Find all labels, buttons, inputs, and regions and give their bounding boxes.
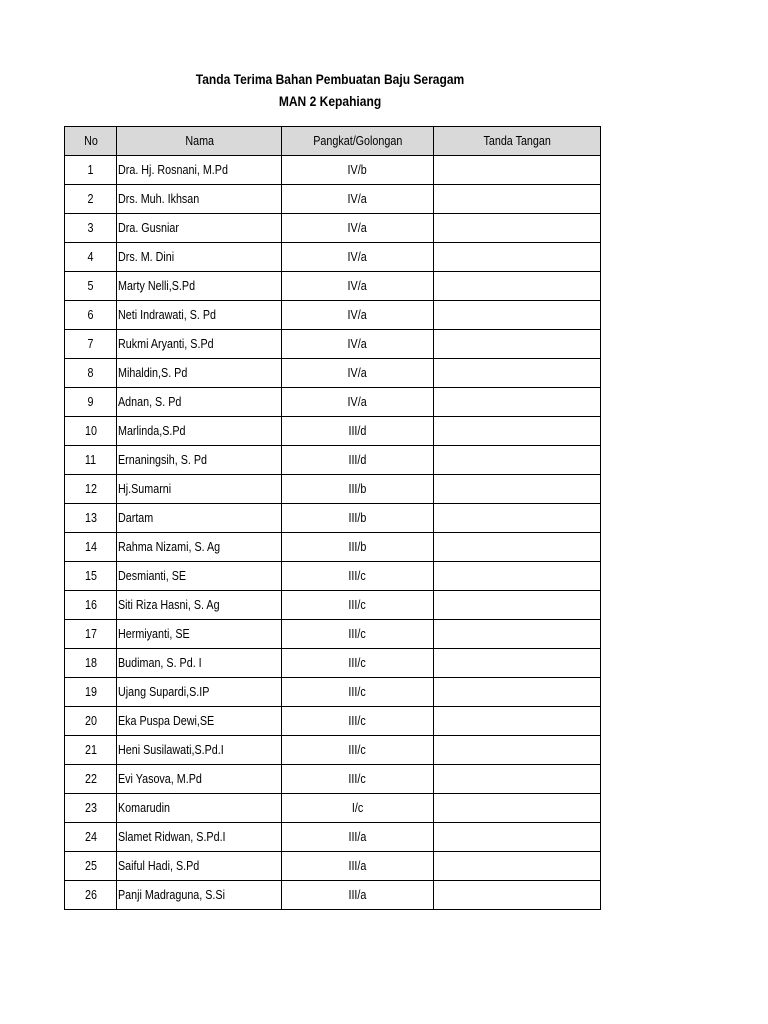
- row-golongan-cell: III/a: [282, 852, 434, 881]
- row-name-cell: Mihaldin,S. Pd: [117, 359, 282, 388]
- row-name-cell: Neti Indrawati, S. Pd: [117, 301, 282, 330]
- row-golongan-cell: IV/a: [282, 359, 434, 388]
- table-row: [65, 272, 601, 301]
- row-signature-cell[interactable]: [434, 562, 601, 591]
- table-row: [65, 649, 601, 678]
- row-signature-cell[interactable]: [434, 185, 601, 214]
- row-number-cell: 20: [65, 707, 117, 736]
- row-signature-cell[interactable]: [434, 823, 601, 852]
- row-name-cell: Slamet Ridwan, S.Pd.I: [117, 823, 282, 852]
- table-row: [65, 330, 601, 359]
- row-number-cell: 12: [65, 475, 117, 504]
- title-line-2: MAN 2 Kepahiang: [278, 93, 382, 109]
- header-golongan: Pangkat/Golongan: [282, 127, 434, 156]
- table-row: [65, 243, 601, 272]
- row-number-cell: 17: [65, 620, 117, 649]
- row-number-cell: 18: [65, 649, 117, 678]
- table-row: [65, 591, 601, 620]
- row-golongan-cell: III/c: [282, 765, 434, 794]
- row-name-cell: Ujang Supardi,S.IP: [117, 678, 282, 707]
- row-number-cell: 6: [65, 301, 117, 330]
- table-row: [65, 707, 601, 736]
- table-body: [65, 156, 601, 910]
- row-signature-cell[interactable]: [434, 707, 601, 736]
- row-name-cell: Evi Yasova, M.Pd: [117, 765, 282, 794]
- row-name-cell: Adnan, S. Pd: [117, 388, 282, 417]
- row-number-cell: 11: [65, 446, 117, 475]
- row-name-cell: Rukmi Aryanti, S.Pd: [117, 330, 282, 359]
- table-row: [65, 504, 601, 533]
- row-number-cell: 13: [65, 504, 117, 533]
- row-name-cell: Komarudin: [117, 794, 282, 823]
- table-row: [65, 388, 601, 417]
- row-name-cell: Heni Susilawati,S.Pd.I: [117, 736, 282, 765]
- row-golongan-cell: IV/a: [282, 214, 434, 243]
- table-row: [65, 562, 601, 591]
- row-number-cell: 25: [65, 852, 117, 881]
- row-number-cell: 5: [65, 272, 117, 301]
- row-number-cell: 7: [65, 330, 117, 359]
- document-title: [0, 68, 660, 112]
- table-row: [65, 359, 601, 388]
- row-number-cell: 9: [65, 388, 117, 417]
- row-golongan-cell: III/c: [282, 562, 434, 591]
- row-golongan-cell: III/c: [282, 620, 434, 649]
- receipt-table: [64, 126, 601, 910]
- row-number-cell: 4: [65, 243, 117, 272]
- title-line-1: Tanda Terima Bahan Pembuatan Baju Seragam: [195, 71, 465, 87]
- row-name-cell: Hermiyanti, SE: [117, 620, 282, 649]
- row-name-cell: Rahma Nizami, S. Ag: [117, 533, 282, 562]
- row-golongan-cell: IV/a: [282, 330, 434, 359]
- row-signature-cell[interactable]: [434, 243, 601, 272]
- row-number-cell: 3: [65, 214, 117, 243]
- row-number-cell: 26: [65, 881, 117, 910]
- table-row: [65, 214, 601, 243]
- row-name-cell: Siti Riza Hasni, S. Ag: [117, 591, 282, 620]
- row-name-cell: Dartam: [117, 504, 282, 533]
- row-number-cell: 2: [65, 185, 117, 214]
- row-number-cell: 16: [65, 591, 117, 620]
- table-row: [65, 736, 601, 765]
- row-name-cell: Drs. M. Dini: [117, 243, 282, 272]
- row-signature-cell[interactable]: [434, 388, 601, 417]
- row-signature-cell[interactable]: [434, 301, 601, 330]
- row-golongan-cell: III/b: [282, 533, 434, 562]
- row-number-cell: 22: [65, 765, 117, 794]
- row-golongan-cell: IV/a: [282, 388, 434, 417]
- row-signature-cell[interactable]: [434, 417, 601, 446]
- table-row: [65, 185, 601, 214]
- row-signature-cell[interactable]: [434, 765, 601, 794]
- table-row: [65, 852, 601, 881]
- table-row: [65, 881, 601, 910]
- row-number-cell: 1: [65, 156, 117, 185]
- row-number-cell: 24: [65, 823, 117, 852]
- row-name-cell: Marlinda,S.Pd: [117, 417, 282, 446]
- row-signature-cell[interactable]: [434, 475, 601, 504]
- row-golongan-cell: IV/a: [282, 301, 434, 330]
- row-name-cell: Saiful Hadi, S.Pd: [117, 852, 282, 881]
- row-signature-cell[interactable]: [434, 504, 601, 533]
- table-row: [65, 533, 601, 562]
- row-signature-cell[interactable]: [434, 214, 601, 243]
- row-name-cell: Hj.Sumarni: [117, 475, 282, 504]
- row-signature-cell[interactable]: [434, 852, 601, 881]
- row-golongan-cell: IV/b: [282, 156, 434, 185]
- row-signature-cell[interactable]: [434, 620, 601, 649]
- row-number-cell: 19: [65, 678, 117, 707]
- row-golongan-cell: III/a: [282, 823, 434, 852]
- row-name-cell: Eka Puspa Dewi,SE: [117, 707, 282, 736]
- row-name-cell: Dra. Hj. Rosnani, M.Pd: [117, 156, 282, 185]
- row-name-cell: Drs. Muh. Ikhsan: [117, 185, 282, 214]
- table-row: [65, 678, 601, 707]
- row-number-cell: 10: [65, 417, 117, 446]
- row-golongan-cell: IV/a: [282, 243, 434, 272]
- row-signature-cell[interactable]: [434, 678, 601, 707]
- row-golongan-cell: III/c: [282, 736, 434, 765]
- row-name-cell: Ernaningsih, S. Pd: [117, 446, 282, 475]
- row-golongan-cell: III/c: [282, 707, 434, 736]
- row-name-cell: Desmianti, SE: [117, 562, 282, 591]
- table-row: [65, 823, 601, 852]
- table-row: [65, 446, 601, 475]
- table-header-row: [65, 127, 601, 156]
- header-no: No: [65, 127, 117, 156]
- row-golongan-cell: IV/a: [282, 185, 434, 214]
- row-number-cell: 15: [65, 562, 117, 591]
- row-golongan-cell: III/d: [282, 446, 434, 475]
- row-number-cell: 21: [65, 736, 117, 765]
- row-golongan-cell: III/c: [282, 678, 434, 707]
- table-row: [65, 794, 601, 823]
- row-golongan-cell: III/c: [282, 649, 434, 678]
- row-golongan-cell: IV/a: [282, 272, 434, 301]
- row-golongan-cell: III/b: [282, 504, 434, 533]
- row-number-cell: 8: [65, 359, 117, 388]
- row-signature-cell[interactable]: [434, 359, 601, 388]
- table-row: [65, 765, 601, 794]
- row-signature-cell[interactable]: [434, 591, 601, 620]
- row-golongan-cell: III/a: [282, 881, 434, 910]
- header-tanda-tangan: Tanda Tangan: [434, 127, 601, 156]
- row-signature-cell[interactable]: [434, 156, 601, 185]
- row-golongan-cell: III/d: [282, 417, 434, 446]
- row-name-cell: Budiman, S. Pd. I: [117, 649, 282, 678]
- row-signature-cell[interactable]: [434, 736, 601, 765]
- row-signature-cell[interactable]: [434, 649, 601, 678]
- row-signature-cell[interactable]: [434, 794, 601, 823]
- table-row: [65, 620, 601, 649]
- row-number-cell: 23: [65, 794, 117, 823]
- row-signature-cell[interactable]: [434, 272, 601, 301]
- row-golongan-cell: III/b: [282, 475, 434, 504]
- row-signature-cell[interactable]: [434, 446, 601, 475]
- row-name-cell: Marty Nelli,S.Pd: [117, 272, 282, 301]
- row-name-cell: Panji Madraguna, S.Si: [117, 881, 282, 910]
- row-signature-cell[interactable]: [434, 533, 601, 562]
- table-row: [65, 301, 601, 330]
- table-row: [65, 417, 601, 446]
- row-signature-cell[interactable]: [434, 881, 601, 910]
- table-row: [65, 475, 601, 504]
- table-row: [65, 156, 601, 185]
- row-signature-cell[interactable]: [434, 330, 601, 359]
- row-number-cell: 14: [65, 533, 117, 562]
- row-golongan-cell: III/c: [282, 591, 434, 620]
- header-nama: Nama: [117, 127, 282, 156]
- row-golongan-cell: I/c: [282, 794, 434, 823]
- row-name-cell: Dra. Gusniar: [117, 214, 282, 243]
